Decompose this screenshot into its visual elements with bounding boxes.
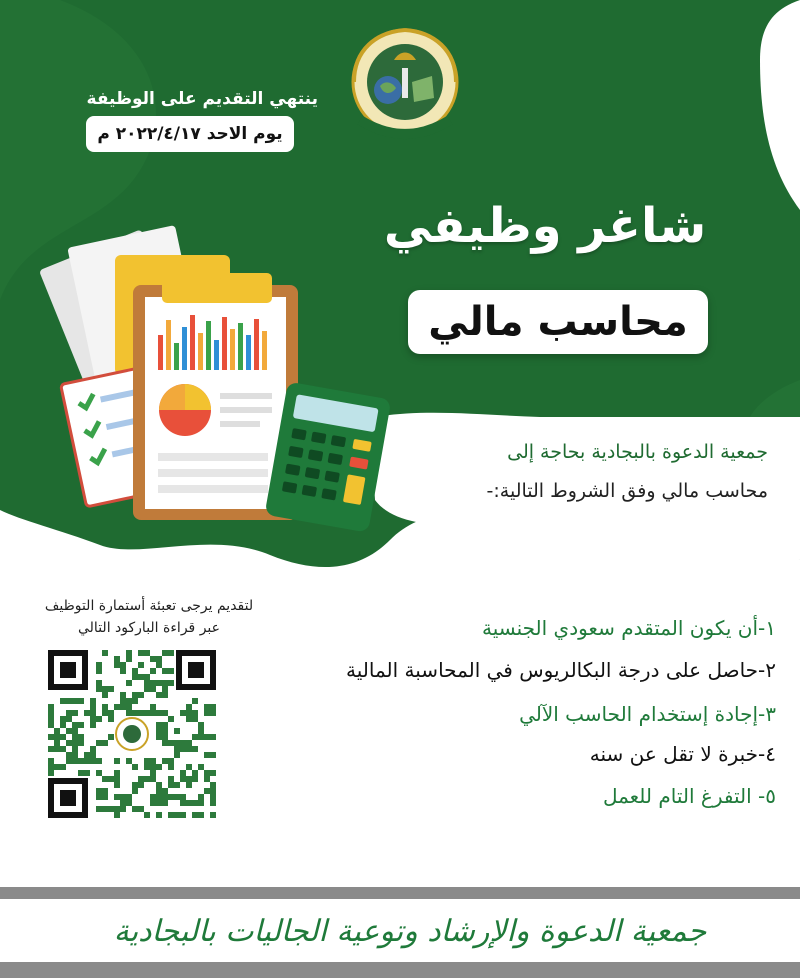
intro-line-1: جمعية الدعوة بالبجادية بحاجة إلى: [507, 441, 768, 463]
condition-item: ١-أن يكون المتقدم سعودي الجنسية: [481, 616, 776, 640]
job-title-box: [408, 290, 708, 354]
job-title: محاسب مالي: [428, 299, 688, 345]
apply-note-line-2: عبر قراءة الباركود التالي: [78, 620, 220, 636]
association-logo: [340, 20, 470, 150]
qr-code[interactable]: [46, 648, 218, 820]
clipboard-chart-illustration: [40, 215, 390, 535]
intro-line-2: محاسب مالي وفق الشروط التالية:-: [486, 480, 768, 502]
apply-note-line-1: لتقديم يرجى تعبئة أستمارة التوظيف: [44, 598, 254, 614]
condition-item: ٤-خبرة لا تقل عن سنه: [589, 742, 776, 766]
page-title: شاغر وظيفي: [383, 198, 707, 254]
deadline-label: ينتهي التقديم على الوظيفة: [86, 89, 318, 109]
footer-association-name: جمعية الدعوة والإرشاد وتوعية الجاليات بالبجادية: [113, 913, 707, 949]
condition-item: ٣-إجادة إستخدام الحاسب الآلي: [519, 702, 776, 726]
footer-divider-top: [0, 887, 800, 899]
condition-item: ٥- التفرغ التام للعمل: [602, 784, 776, 808]
footer-divider-bottom: [0, 962, 800, 978]
deadline-date: يوم الاحد ٢٠٢٢/٤/١٧ م: [86, 116, 294, 152]
condition-item: ٢-حاصل على درجة البكالريوس في المحاسبة المالية: [346, 658, 776, 682]
pie-chart-icon: [159, 384, 211, 436]
